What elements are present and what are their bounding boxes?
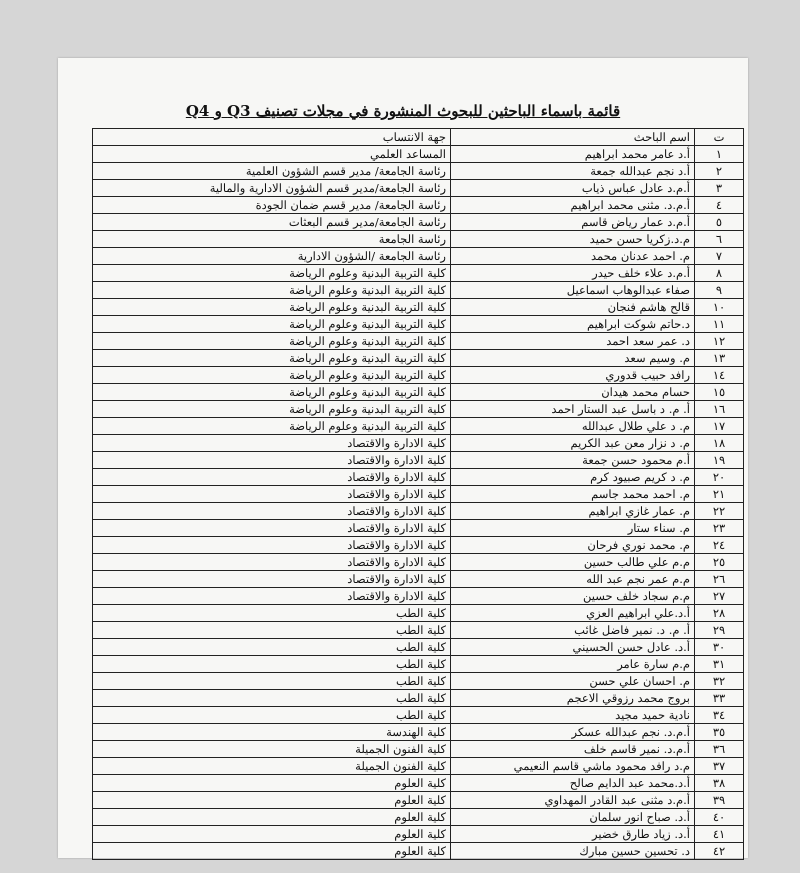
row-number: ٢	[695, 163, 744, 180]
table-row	[93, 469, 744, 486]
affiliation: كلية الفنون الجميلة	[93, 758, 451, 775]
table-row	[93, 775, 744, 792]
affiliation: كلية التربية البدنية وعلوم الرياضة	[93, 384, 451, 401]
table-row	[93, 384, 744, 401]
researcher-name: م.م عمر نجم عبد الله	[451, 571, 695, 588]
header-affiliation	[93, 129, 451, 146]
researcher-name: م.م سارة عامر	[451, 656, 695, 673]
row-number: ١٨	[695, 435, 744, 452]
table-row	[93, 809, 744, 826]
row-number: ١٣	[695, 350, 744, 367]
affiliation: كلية الفنون الجميلة	[93, 741, 451, 758]
row-number: ٤	[695, 197, 744, 214]
row-number: ٤١	[695, 826, 744, 843]
affiliation: كلية العلوم	[93, 843, 451, 860]
researcher-name: أ. م. د باسل عبد الستار احمد	[451, 401, 695, 418]
header-affiliation-label: جهة الانتساب	[382, 129, 446, 144]
affiliation: كلية الادارة والاقتصاد	[93, 503, 451, 520]
researcher-name: م. احمد محمد جاسم	[451, 486, 695, 503]
researcher-name: م. محمد نوري فرحان	[451, 537, 695, 554]
table-row	[93, 231, 744, 248]
table-row	[93, 333, 744, 350]
affiliation: كلية العلوم	[93, 775, 451, 792]
affiliation: كلية الادارة والاقتصاد	[93, 435, 451, 452]
affiliation: رئاسة الجامعة/ مدير قسم ضمان الجودة	[93, 197, 451, 214]
table-row	[93, 758, 744, 775]
row-number: ٤٠	[695, 809, 744, 826]
affiliation: كلية الطب	[93, 605, 451, 622]
row-number: ٤٢	[695, 843, 744, 860]
researcher-name: م.م سجاد خلف حسين	[451, 588, 695, 605]
row-number: ٣٣	[695, 690, 744, 707]
table-row	[93, 690, 744, 707]
affiliation: كلية الهندسة	[93, 724, 451, 741]
affiliation: رئاسة الجامعة/ مدير قسم الشؤون العلمية	[93, 163, 451, 180]
researcher-name: أ.د عامر محمد ابراهيم	[451, 146, 695, 163]
affiliation: كلية الادارة والاقتصاد	[93, 452, 451, 469]
affiliation: كلية التربية البدنية وعلوم الرياضة	[93, 367, 451, 384]
affiliation: كلية التربية البدنية وعلوم الرياضة	[93, 350, 451, 367]
affiliation: كلية التربية البدنية وعلوم الرياضة	[93, 265, 451, 282]
table-row	[93, 486, 744, 503]
header-name-label: اسم الباحث	[633, 129, 690, 144]
researcher-name: أ.د.محمد عبد الدايم صالح	[451, 775, 695, 792]
table-row	[93, 248, 744, 265]
researcher-name: د. عمر سعد احمد	[451, 333, 695, 350]
row-number: ٢٤	[695, 537, 744, 554]
researcher-name: أ.د. عادل حسن الحسيني	[451, 639, 695, 656]
researcher-name: أ. م. د. نمير فاضل غائب	[451, 622, 695, 639]
researcher-name: أ.م.د عادل عباس ذياب	[451, 180, 695, 197]
affiliation: كلية الادارة والاقتصاد	[93, 554, 451, 571]
table-row	[93, 299, 744, 316]
table-row	[93, 367, 744, 384]
row-number: ٨	[695, 265, 744, 282]
researcher-name: أ.م.د. نمير قاسم خلف	[451, 741, 695, 758]
row-number: ٣٨	[695, 775, 744, 792]
table-row	[93, 282, 744, 299]
affiliation: كلية التربية البدنية وعلوم الرياضة	[93, 299, 451, 316]
affiliation: كلية التربية البدنية وعلوم الرياضة	[93, 333, 451, 350]
affiliation: كلية الطب	[93, 673, 451, 690]
row-number: ٢١	[695, 486, 744, 503]
table-row	[93, 741, 744, 758]
affiliation: كلية التربية البدنية وعلوم الرياضة	[93, 401, 451, 418]
affiliation: كلية الادارة والاقتصاد	[93, 469, 451, 486]
row-number: ١٠	[695, 299, 744, 316]
header-name	[451, 129, 695, 146]
row-number: ٣٠	[695, 639, 744, 656]
researcher-name: أ.م.د علاء خلف حيدر	[451, 265, 695, 282]
researcher-name: أ.د.علي ابراهيم العزي	[451, 605, 695, 622]
researcher-name: م. احمد عدنان محمد	[451, 248, 695, 265]
table-row	[93, 724, 744, 741]
row-number: ٩	[695, 282, 744, 299]
table-row	[93, 503, 744, 520]
table-row	[93, 622, 744, 639]
row-number: ١٩	[695, 452, 744, 469]
page-title: قائمة باسماء الباحثين للبحوث المنشورة في مجلات تصنيف Q3 و Q4	[185, 102, 621, 120]
researcher-name: رافد حبيب قدوري	[451, 367, 695, 384]
row-number: ٣٩	[695, 792, 744, 809]
researcher-name: أ.م.د. نجم عبدالله عسكر	[451, 724, 695, 741]
table-row	[93, 452, 744, 469]
affiliation: رئاسة الجامعة	[93, 231, 451, 248]
affiliation: كلية التربية البدنية وعلوم الرياضة	[93, 282, 451, 299]
table-row	[93, 537, 744, 554]
affiliation: كلية الادارة والاقتصاد	[93, 571, 451, 588]
affiliation: كلية العلوم	[93, 809, 451, 826]
row-number: ١٤	[695, 367, 744, 384]
researcher-name: م. وسيم سعد	[451, 350, 695, 367]
researcher-name: أ.م.د. مثنى محمد ابراهيم	[451, 197, 695, 214]
table-row	[93, 792, 744, 809]
affiliation: المساعد العلمي	[93, 146, 451, 163]
table-row	[93, 605, 744, 622]
table-row	[93, 401, 744, 418]
affiliation: كلية الطب	[93, 707, 451, 724]
affiliation: كلية الادارة والاقتصاد	[93, 486, 451, 503]
affiliation: رئاسة الجامعة/مدير قسم الشؤون الادارية والمالية	[93, 180, 451, 197]
researcher-name: م.د.زكريا حسن حميد	[451, 231, 695, 248]
researcher-name: قالح هاشم فنجان	[451, 299, 695, 316]
row-number: ٢٥	[695, 554, 744, 571]
affiliation: كلية التربية البدنية وعلوم الرياضة	[93, 316, 451, 333]
row-number: ٥	[695, 214, 744, 231]
table-row	[93, 673, 744, 690]
row-number: ١٦	[695, 401, 744, 418]
researcher-name: أ.م.د مثنى عبد القادر المهداوي	[451, 792, 695, 809]
researcher-name: م. عمار غازي ابراهيم	[451, 503, 695, 520]
row-number: ٣	[695, 180, 744, 197]
row-number: ٢٠	[695, 469, 744, 486]
table-row	[93, 639, 744, 656]
table-header-row	[93, 129, 744, 146]
table-row	[93, 265, 744, 282]
table-row	[93, 554, 744, 571]
row-number: ١١	[695, 316, 744, 333]
affiliation: كلية العلوم	[93, 792, 451, 809]
affiliation: كلية التربية البدنية وعلوم الرياضة	[93, 418, 451, 435]
affiliation: رئاسة الجامعة/مدير قسم البعثات	[93, 214, 451, 231]
header-number: ت	[695, 129, 744, 146]
row-number: ١٢	[695, 333, 744, 350]
row-number: ٣٤	[695, 707, 744, 724]
row-number: ٣٢	[695, 673, 744, 690]
row-number: ١٧	[695, 418, 744, 435]
researchers-table	[92, 128, 744, 860]
table-row	[93, 163, 744, 180]
row-number: ٢٢	[695, 503, 744, 520]
row-number: ٣٦	[695, 741, 744, 758]
researcher-name: أ.م.د عمار رياض قاسم	[451, 214, 695, 231]
row-number: ٣٧	[695, 758, 744, 775]
affiliation: كلية العلوم	[93, 826, 451, 843]
document-page	[58, 58, 748, 858]
table-row	[93, 520, 744, 537]
row-number: ٣١	[695, 656, 744, 673]
table-row	[93, 707, 744, 724]
affiliation: كلية الطب	[93, 622, 451, 639]
researcher-name: م. د نزار معن عبد الكريم	[451, 435, 695, 452]
researcher-name: م.م علي طالب حسين	[451, 554, 695, 571]
table-row	[93, 588, 744, 605]
table-row	[93, 656, 744, 673]
table-row	[93, 214, 744, 231]
table-row	[93, 146, 744, 163]
table-row	[93, 418, 744, 435]
row-number: ٢٦	[695, 571, 744, 588]
researcher-name: أ.د. زياد طارق خضير	[451, 826, 695, 843]
researcher-name: حسام محمد هيدان	[451, 384, 695, 401]
table-row	[93, 316, 744, 333]
researcher-name: أ.م محمود حسن جمعة	[451, 452, 695, 469]
researcher-name: بروج محمد رزوقي الاعجم	[451, 690, 695, 707]
row-number: ٢٩	[695, 622, 744, 639]
researcher-name: صفاء عبدالوهاب اسماعيل	[451, 282, 695, 299]
table-row	[93, 180, 744, 197]
affiliation: رئاسة الجامعة /الشؤون الادارية	[93, 248, 451, 265]
researcher-name: نادية حميد مجيد	[451, 707, 695, 724]
researcher-name: م. د كريم صبيود كرم	[451, 469, 695, 486]
row-number: ٢٨	[695, 605, 744, 622]
researcher-name: أ.د نجم عبدالله جمعة	[451, 163, 695, 180]
affiliation: كلية الطب	[93, 690, 451, 707]
researcher-name: م. د علي طلال عبدالله	[451, 418, 695, 435]
table-row	[93, 571, 744, 588]
table-row	[93, 843, 744, 860]
researcher-name: أ.د. صباح انور سلمان	[451, 809, 695, 826]
table-row	[93, 350, 744, 367]
table-row	[93, 197, 744, 214]
affiliation: كلية الطب	[93, 639, 451, 656]
row-number: ١	[695, 146, 744, 163]
affiliation: كلية الادارة والاقتصاد	[93, 588, 451, 605]
affiliation: كلية الادارة والاقتصاد	[93, 520, 451, 537]
row-number: ٧	[695, 248, 744, 265]
table-row	[93, 826, 744, 843]
table-row	[93, 435, 744, 452]
row-number: ٢٧	[695, 588, 744, 605]
row-number: ٣٥	[695, 724, 744, 741]
researcher-name: م. احسان علي حسن	[451, 673, 695, 690]
researcher-name: م.د رافد محمود ماشي قاسم النعيمي	[451, 758, 695, 775]
researcher-name: د.حاتم شوكت ابراهيم	[451, 316, 695, 333]
affiliation: كلية الطب	[93, 656, 451, 673]
researcher-name: م. سناء ستار	[451, 520, 695, 537]
row-number: ٦	[695, 231, 744, 248]
row-number: ٢٣	[695, 520, 744, 537]
affiliation: كلية الادارة والاقتصاد	[93, 537, 451, 554]
researcher-name: د. تحسين حسين مبارك	[451, 843, 695, 860]
row-number: ١٥	[695, 384, 744, 401]
